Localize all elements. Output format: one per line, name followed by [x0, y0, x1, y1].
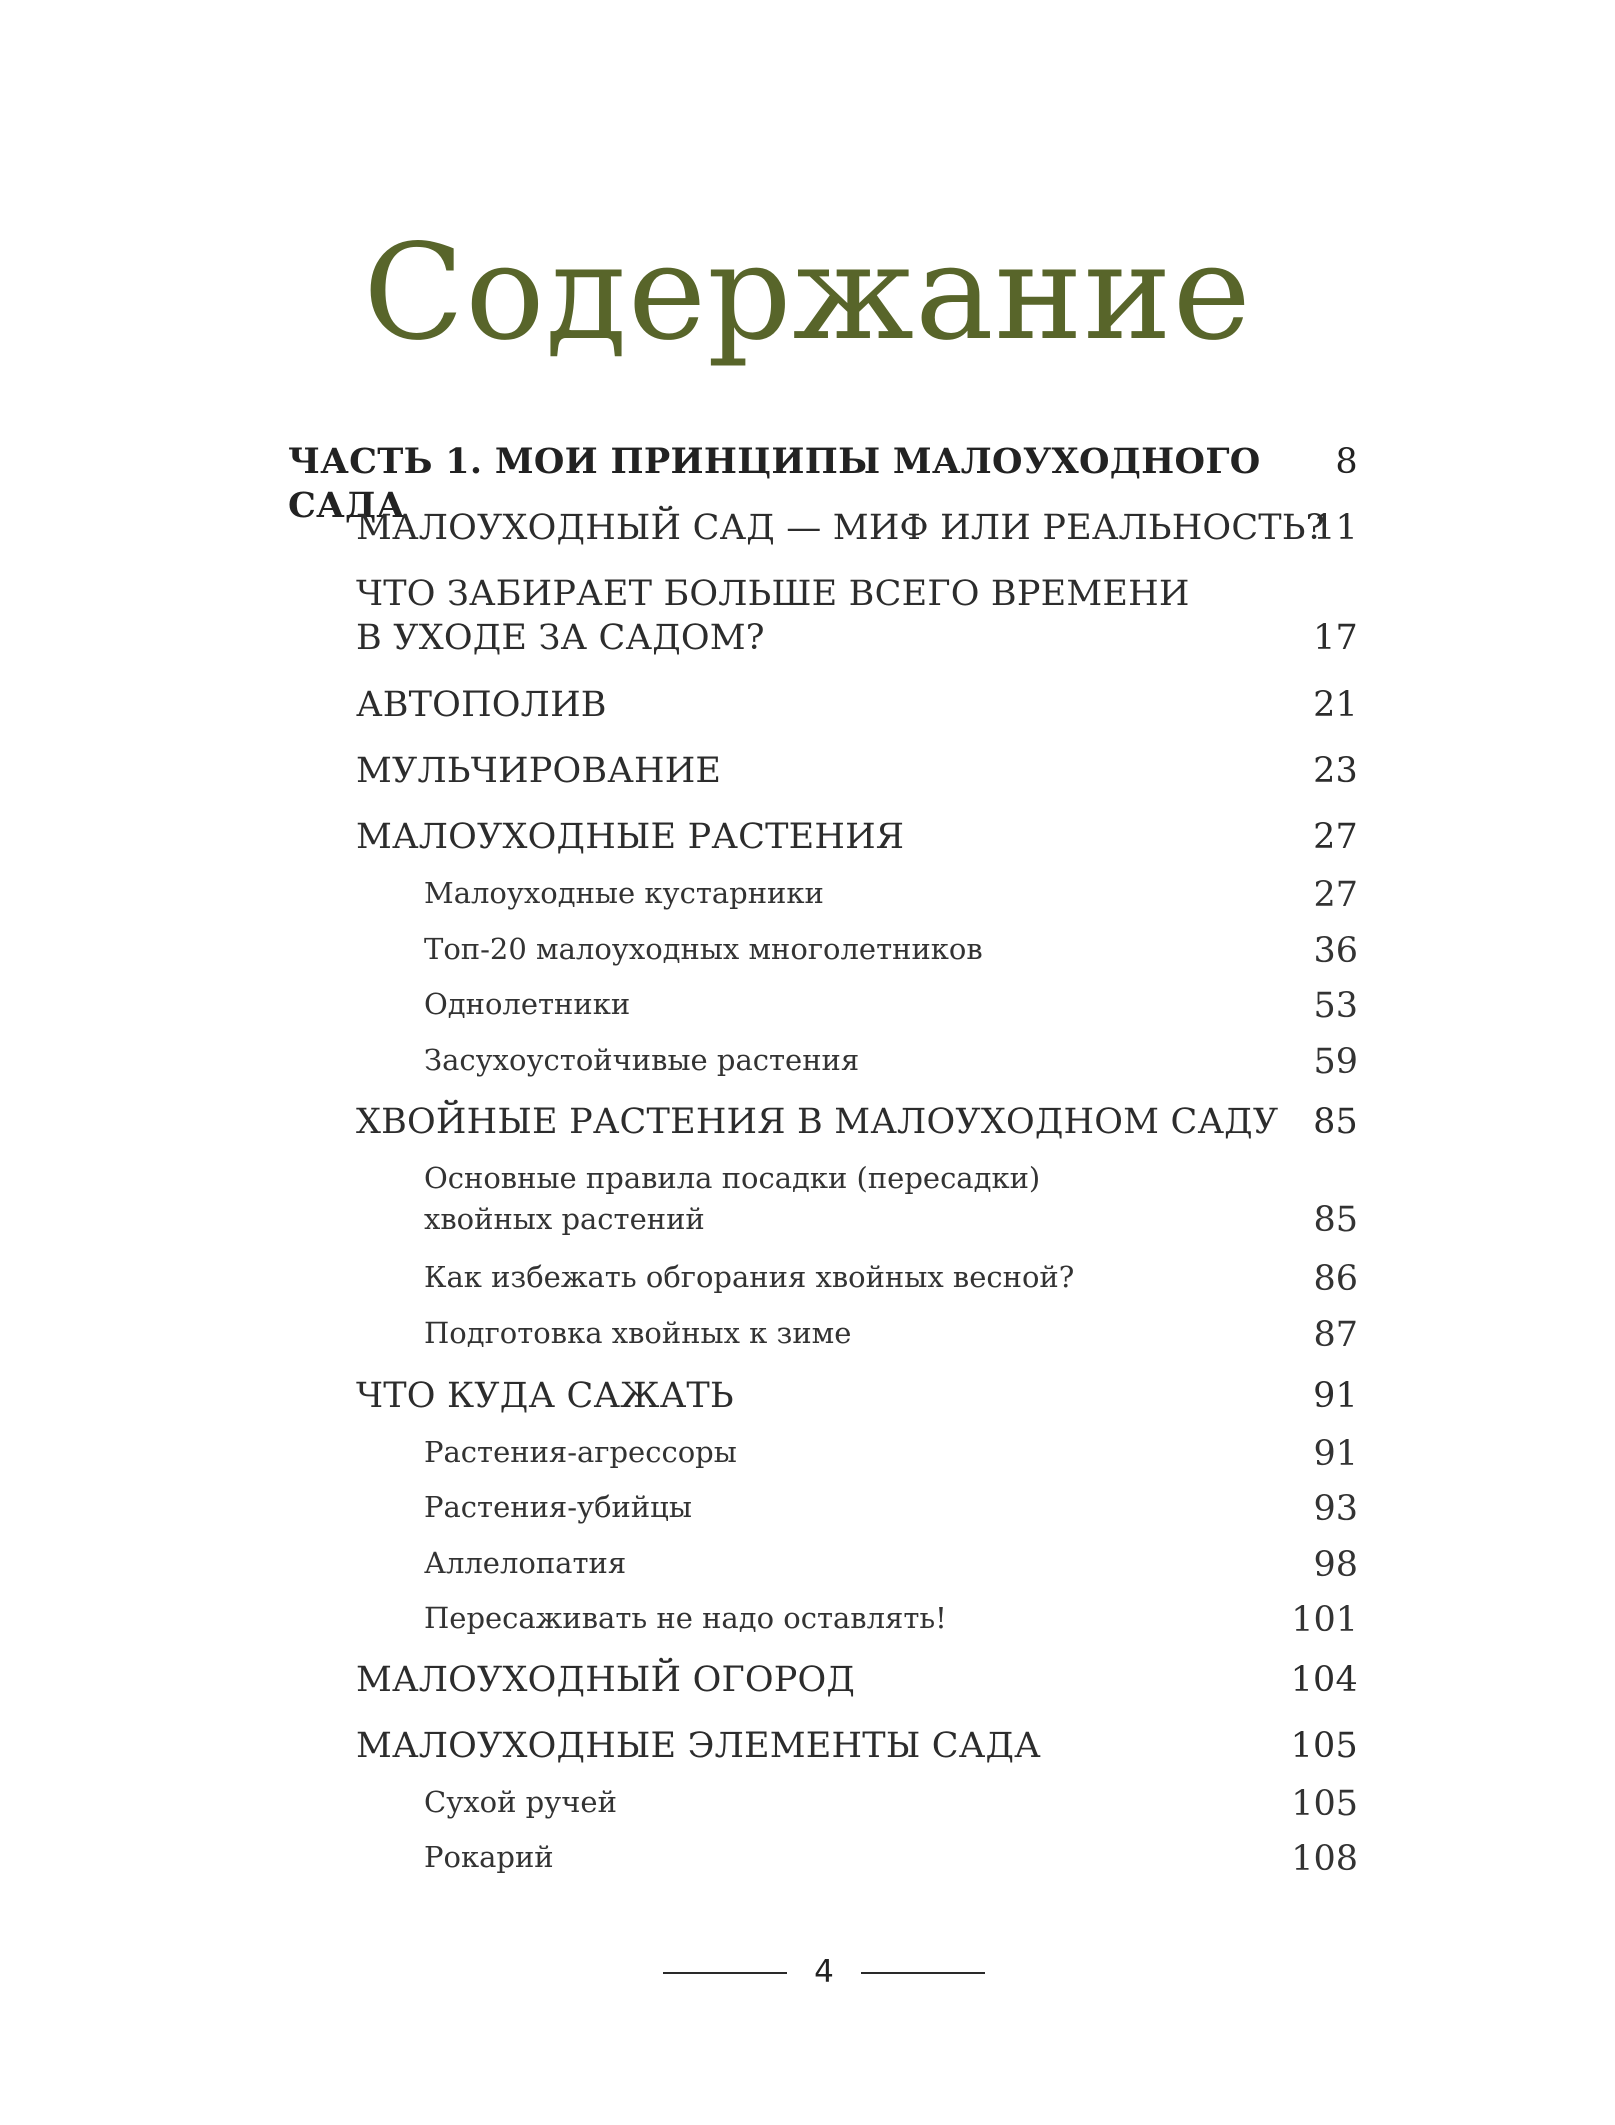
toc-entry-page: 27: [1313, 817, 1358, 857]
toc-entry-label: МУЛЬЧИРОВАНИЕ: [356, 751, 722, 791]
toc-entry-label: Пересаживать не надо оставлять!: [424, 1601, 947, 1635]
footer-rule-right: [861, 1972, 985, 1974]
toc-entry-page: 86: [1313, 1259, 1358, 1299]
toc-entry-page: 27: [1313, 875, 1358, 915]
toc-entry-page: 93: [1313, 1489, 1358, 1529]
toc-entry-label: Засухоустойчивые растения: [424, 1043, 860, 1077]
toc-entry-label: ЧТО КУДА САЖАТЬ: [356, 1376, 734, 1416]
toc-entry-label: ХВОЙНЫЕ РАСТЕНИЯ В МАЛОУХОДНОМ САДУ: [356, 1102, 1279, 1142]
toc-entry-page: 104: [1290, 1660, 1358, 1700]
toc-entry-label: МАЛОУХОДНЫЕ ЭЛЕМЕНТЫ САДА: [356, 1726, 1041, 1766]
toc-entry-page: 85: [1313, 1200, 1358, 1240]
page-footer: [0, 1952, 1615, 1992]
toc-entry-page: 91: [1313, 1376, 1358, 1416]
toc-entry-page: 17: [1313, 618, 1358, 658]
toc-entry-label: Топ-20 малоуходных многолетников: [424, 932, 983, 966]
toc-entry-label: ЧТО ЗАБИРАЕТ БОЛЬШЕ ВСЕГО ВРЕМЕНИ В УХОДЕ ЗА САДОМ?: [356, 574, 1190, 658]
toc-entry-page: 53: [1313, 986, 1358, 1026]
toc-entry-label: Как избежать обгорания хвойных весной?: [424, 1260, 1075, 1294]
toc-entry-label: Однолетники: [424, 987, 631, 1021]
toc-entry-page: 21: [1313, 685, 1358, 725]
toc-entry-label: АВТОПОЛИВ: [356, 685, 607, 725]
footer-rule-left: [663, 1972, 787, 1974]
toc-entry-label: Аллелопатия: [424, 1546, 627, 1580]
toc-entry-page: 8: [1335, 442, 1358, 482]
toc-entry-page: 105: [1290, 1726, 1358, 1766]
toc-entry-page: 87: [1313, 1315, 1358, 1355]
toc-entry-page: 85: [1313, 1102, 1358, 1142]
toc-entry-label: Малоуходные кустарники: [424, 876, 824, 910]
toc-entry-page: 101: [1291, 1600, 1358, 1640]
toc-entry-page: 98: [1313, 1545, 1358, 1585]
toc-entry-page: 105: [1291, 1784, 1358, 1824]
toc-entry-page: 23: [1313, 751, 1358, 791]
toc-entry-label: Растения-агрессоры: [424, 1435, 737, 1469]
toc-entry-label: Подготовка хвойных к зиме: [424, 1316, 852, 1350]
toc-entry-label: Растения-убийцы: [424, 1490, 692, 1524]
toc-entry-label: МАЛОУХОДНЫЙ ОГОРОД: [356, 1660, 856, 1700]
toc-entry-page: 11: [1313, 508, 1358, 548]
toc-entry-label: ЧАСТЬ 1. МОИ ПРИНЦИПЫ МАЛОУХОДНОГО САДА: [288, 441, 1261, 526]
toc-entry-label: МАЛОУХОДНЫЕ РАСТЕНИЯ: [356, 817, 905, 857]
toc-entry-page: 59: [1313, 1042, 1358, 1082]
page-title: Содержание: [363, 216, 1252, 370]
toc-entry-page: 36: [1313, 931, 1358, 971]
toc-entry-label: Рокарий: [424, 1840, 554, 1874]
toc-entry-page: 108: [1291, 1839, 1358, 1879]
page-number: 4: [814, 1954, 834, 1990]
toc-entry-page: 91: [1313, 1434, 1358, 1474]
toc-entry-label: Основные правила посадки (пересадки) хвойных растений: [424, 1161, 1041, 1236]
toc-entry-label: МАЛОУХОДНЫЙ САД — МИФ ИЛИ РЕАЛЬНОСТЬ?: [356, 508, 1325, 548]
toc-entry-label: Сухой ручей: [424, 1785, 617, 1819]
